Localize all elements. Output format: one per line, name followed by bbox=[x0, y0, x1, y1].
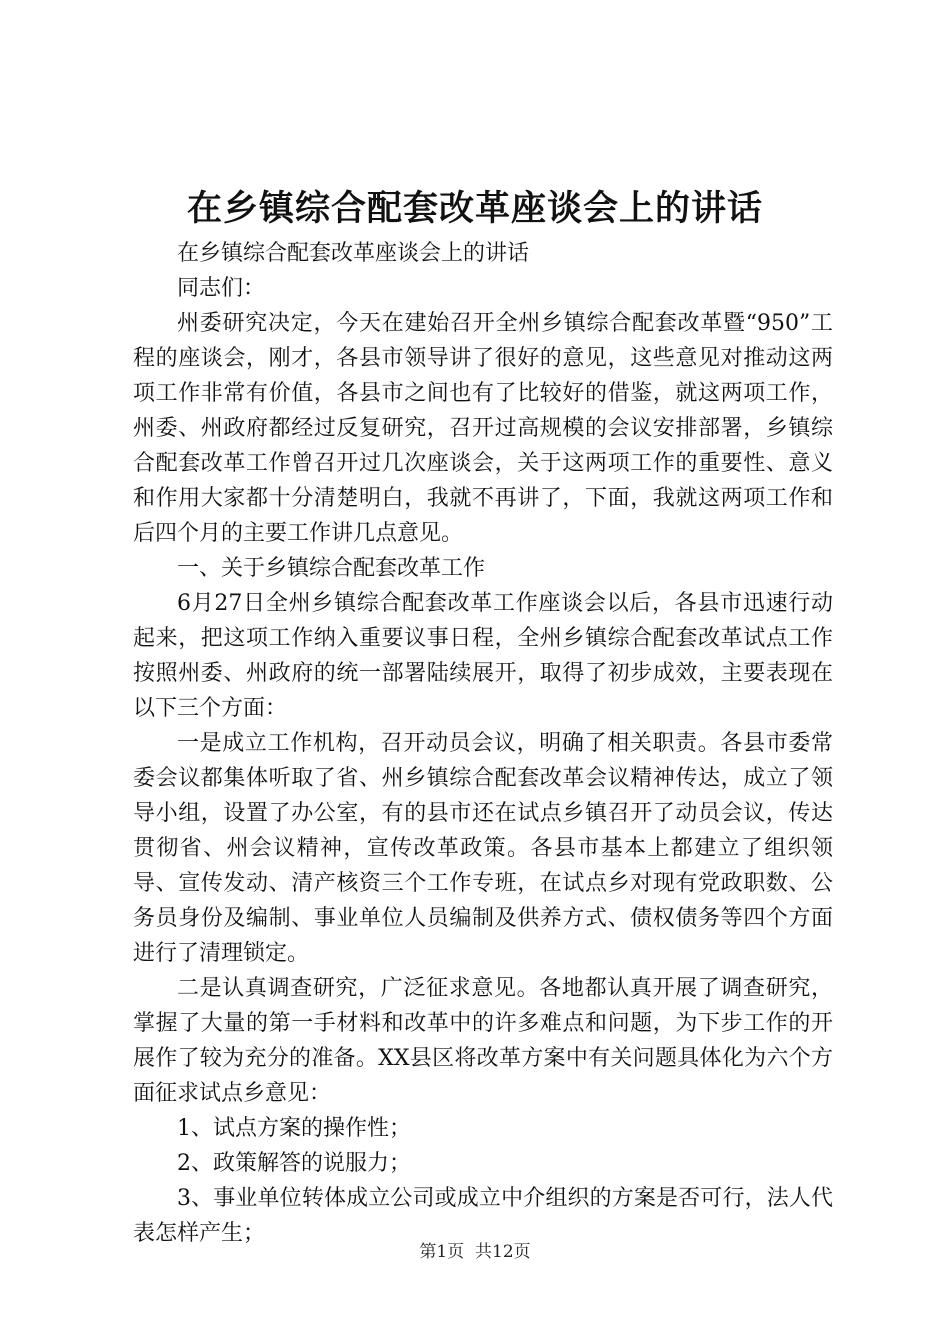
page-footer bbox=[0, 1240, 950, 1264]
salutation: 同志们： bbox=[177, 276, 266, 301]
document-body bbox=[133, 236, 833, 1251]
page-number: 第1页 bbox=[419, 1242, 465, 1262]
body-paragraph: 6月27日全州乡镇综合配套改革工作座谈会以后，各县市迅速行动起来，把这项工作纳入重要议事日程，全州乡镇综合配套改革试点工作按照州委、州政府的统一部署陆续展开，取得了初步成效，主要表现在以下三个方面： bbox=[133, 591, 833, 721]
body-paragraph: 一是成立工作机构，召开动员会议，明确了相关职责。各县市委常委会议都集体听取了省、州乡镇综合配套改革会议精神传达，成立了领导小组，设置了办公室，有的县市还在试点乡镇召开了动员会议，传达贯彻省、州会议精神，宣传改革政策。各县市基本上都建立了组织领导、宣传发动、清产核资三个工作专班，在试点乡对现有党政职数、公务员身份及编制、事业单位人员编制及供养方式、债权债务等四个方面进行了清理锁定。 bbox=[133, 731, 833, 966]
list-item: 3、事业单位转体成立公司或成立中介组织的方案是否可行，法人代表怎样产生； bbox=[133, 1186, 833, 1246]
list-item: 1、试点方案的操作性； bbox=[177, 1116, 411, 1141]
page-total: 共12页 bbox=[475, 1242, 531, 1262]
body-paragraph: 二是认真调查研究，广泛征求意见。各地都认真开展了调查研究，掌握了大量的第一手材料和改革中的许多难点和问题，为下步工作的开展作了较为充分的准备。XX县区将改革方案中有关问题具体化为六个方面征求试点乡意见： bbox=[133, 976, 833, 1106]
body-paragraph: 州委研究决定，今天在建始召开全州乡镇综合配套改革暨“950”工程的座谈会，刚才，各县市领导讲了很好的意见，这些意见对推动这两项工作非常有价值，各县市之间也有了比较好的借鉴，就这两项工作，州委、州政府都经过反复研究，召开过高规模的会议安排部署，乡镇综合配套改革工作曾召开过几次座谈会，关于这两项工作的重要性、意义和作用大家都十分清楚明白，我就不再讲了，下面，我就这两项工作和后四个月的主要工作讲几点意见。 bbox=[133, 311, 833, 546]
subtitle-line: 在乡镇综合配套改革座谈会上的讲话 bbox=[177, 241, 530, 266]
document-title: 在乡镇综合配套改革座谈会上的讲话 bbox=[186, 188, 763, 229]
section-heading: 一、关于乡镇综合配套改革工作 bbox=[177, 556, 486, 581]
list-item: 2、政策解答的说服力； bbox=[177, 1151, 411, 1176]
